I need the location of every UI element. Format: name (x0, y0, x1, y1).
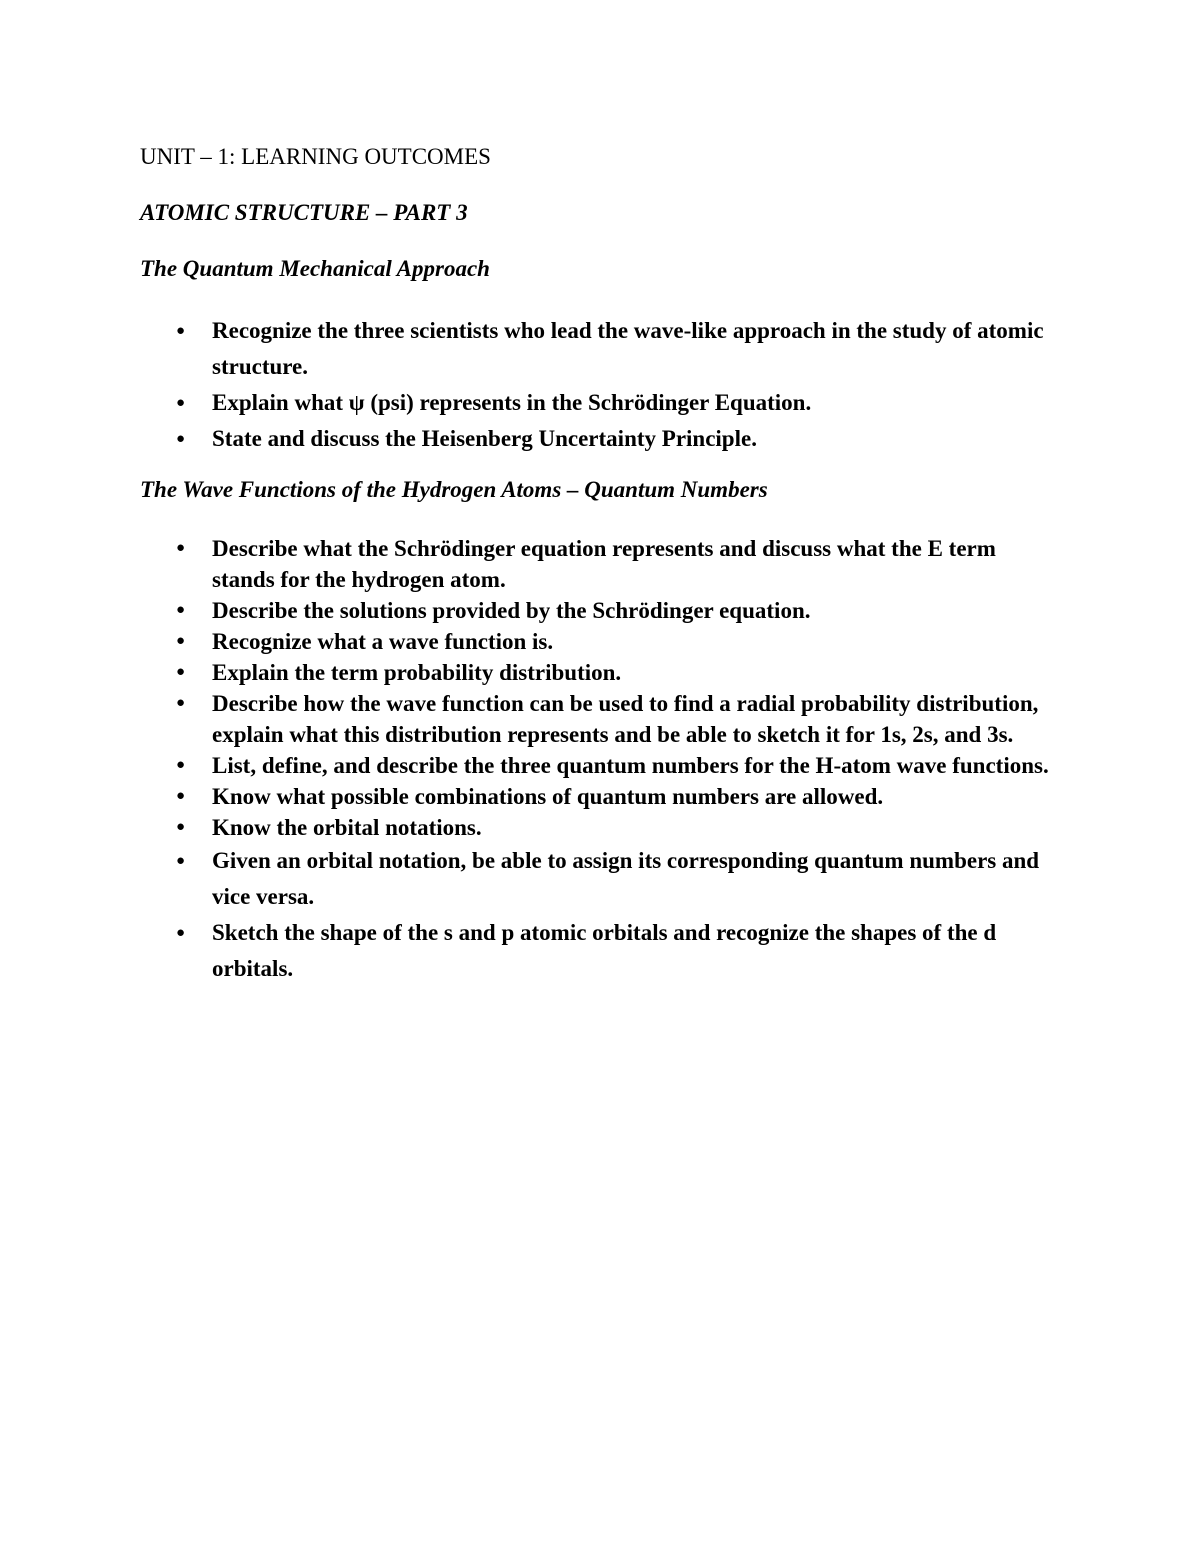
list-item (0, 657, 1062, 688)
list-item-text: Describe what the Schrödinger equation represents and discuss what the E term stands for the hydrogen atom. (212, 536, 996, 592)
section-heading-wave-functions: The Wave Functions of the Hydrogen Atoms – Quantum Numbers (140, 477, 768, 502)
outcomes-list-wave-functions (0, 533, 1100, 987)
list-item-text: Describe the solutions provided by the Schrödinger equation. (212, 598, 811, 623)
list-item (0, 915, 1062, 987)
bullet-icon: ● (176, 925, 186, 941)
unit-title: UNIT – 1: LEARNING OUTCOMES (140, 144, 491, 169)
list-item-text: Know what possible combinations of quantum numbers are allowed. (212, 784, 884, 809)
list-item-text: List, define, and describe the three quantum numbers for the H-atom wave functions. (212, 753, 1049, 778)
list-item (0, 626, 1062, 657)
list-item (0, 421, 1062, 457)
list-item-text: Explain the term probability distribution. (212, 660, 622, 685)
list-item-text: Know the orbital notations. (212, 815, 482, 840)
list-item-text: Recognize the three scientists who lead the wave-like approach in the study of atomic structure. (212, 318, 1044, 379)
bullet-icon: ● (176, 757, 186, 773)
list-item-text: State and discuss the Heisenberg Uncertainty Principle. (212, 426, 757, 451)
list-item (0, 313, 1062, 385)
list-item (0, 688, 1062, 750)
list-item (0, 843, 1062, 915)
bullet-icon: ● (176, 633, 186, 649)
list-item (0, 385, 1062, 421)
list-item-text: Sketch the shape of the s and p atomic orbitals and recognize the shapes of the d orbitals. (212, 920, 997, 981)
list-item (0, 533, 1062, 595)
bullet-icon: ● (176, 323, 186, 339)
bullet-icon: ● (176, 431, 186, 447)
section-heading-quantum-mechanical-approach: The Quantum Mechanical Approach (140, 256, 490, 281)
bullet-icon: ● (176, 540, 186, 556)
part-title: ATOMIC STRUCTURE – PART 3 (140, 200, 468, 225)
list-item (0, 750, 1062, 781)
list-item (0, 781, 1062, 812)
bullet-icon: ● (176, 695, 186, 711)
bullet-icon: ● (176, 819, 186, 835)
bullet-icon: ● (176, 395, 186, 411)
list-item (0, 812, 1062, 843)
bullet-icon: ● (176, 853, 186, 869)
list-item-text: Explain what ψ (psi) represents in the Schrödinger Equation. (212, 390, 812, 415)
list-item-text: Given an orbital notation, be able to assign its corresponding quantum numbers and vice versa. (212, 848, 1040, 909)
list-item-text: Recognize what a wave function is. (212, 629, 554, 654)
bullet-icon: ● (176, 602, 186, 618)
list-item-text: Describe how the wave function can be used to find a radial probability distribution, explain what this distribution represents and be able to sketch it for 1s, 2s, and 3s. (212, 691, 1039, 747)
bullet-icon: ● (176, 664, 186, 680)
bullet-icon: ● (176, 788, 186, 804)
outcomes-list-quantum-mechanical-approach (0, 313, 1100, 457)
list-item (0, 595, 1062, 626)
